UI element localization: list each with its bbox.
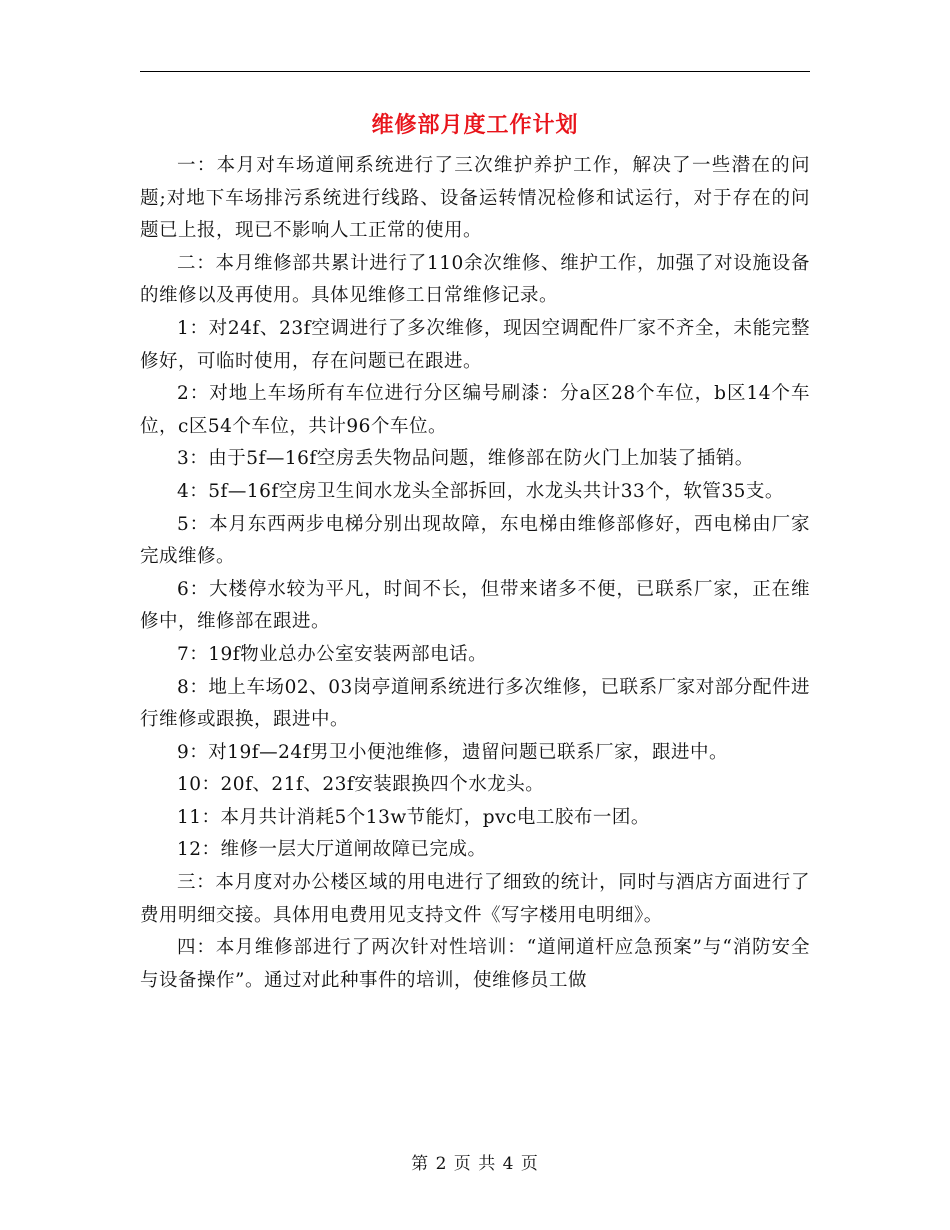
paragraph-item-12: 12：维修一层大厅道闸故障已完成。 xyxy=(177,839,487,861)
paragraph-1: 一：本月对车场道闸系统进行了三次维护养护工作，解决了一些潜在的问题;对地下车场排污系统进行线路、设备运转情况检修和试运行，对于存在的问题已上报，现已不影响人工正常的使用。 xyxy=(140,155,810,242)
paragraph-item-5: 5：本月东西两步电梯分别出现故障，东电梯由维修部修好，西电梯由厂家完成维修。 xyxy=(140,513,810,568)
header-rule xyxy=(140,71,810,72)
paragraph-4: 四：本月维修部进行了两次针对性培训：“道闸道杆应急预案”与“消防安全与设备操作”。通过对此种事件的培训，使维修员工做 xyxy=(140,937,810,991)
paragraph-item-2: 2：对地上车场所有车位进行分区编号刷漆：分a区28个车位，b区14个车位，c区54个车位，共计96个车位。 xyxy=(140,383,810,437)
document-body xyxy=(140,150,810,997)
paragraph-item-7: 7：19f物业总办公室安装两部电话。 xyxy=(177,643,488,665)
paragraph-item-1: 1：对24f、23f空调进行了多次维修，现因空调配件厂家不齐全，未能完整修好，可临时使用，存在问题已在跟进。 xyxy=(140,317,810,372)
paragraph-item-4: 4：5f—16f空房卫生间水龙头全部拆回，水龙头共计33个，软管35支。 xyxy=(177,480,784,502)
paragraph-item-6: 6：大楼停水较为平凡，时间不长，但带来诸多不便，已联系厂家，正在维修中，维修部在跟进。 xyxy=(140,578,810,633)
page-number: 第 2 页 共 4 页 xyxy=(411,1154,539,1174)
paragraph-item-8: 8：地上车场02、03岗亭道闸系统进行多次维修，已联系厂家对部分配件进行维修或跟换，跟进中。 xyxy=(140,676,810,731)
document-title: 维修部月度工作计划 xyxy=(371,112,579,138)
paragraph-item-3: 3：由于5f—16f空房丢失物品问题，维修部在防火门上加装了插销。 xyxy=(177,448,754,470)
paragraph-item-9: 9：对19f—24f男卫小便池维修，遗留问题已联系厂家，跟进中。 xyxy=(177,741,729,763)
paragraph-3: 三：本月度对办公楼区域的用电进行了细致的统计，同时与酒店方面进行了费用明细交接。具体用电费用见支持文件《写字楼用电明细》。 xyxy=(140,872,810,926)
paragraph-2: 二：本月维修部共累计进行了110余次维修、维护工作，加强了对设施设备的维修以及再使用。具体见维修工日常维修记录。 xyxy=(140,252,810,307)
paragraph-item-11: 11：本月共计消耗5个13w节能灯，pvc电工胶布一团。 xyxy=(177,806,650,828)
paragraph-item-10: 10：20f、21f、23f安装跟换四个水龙头。 xyxy=(177,774,545,796)
